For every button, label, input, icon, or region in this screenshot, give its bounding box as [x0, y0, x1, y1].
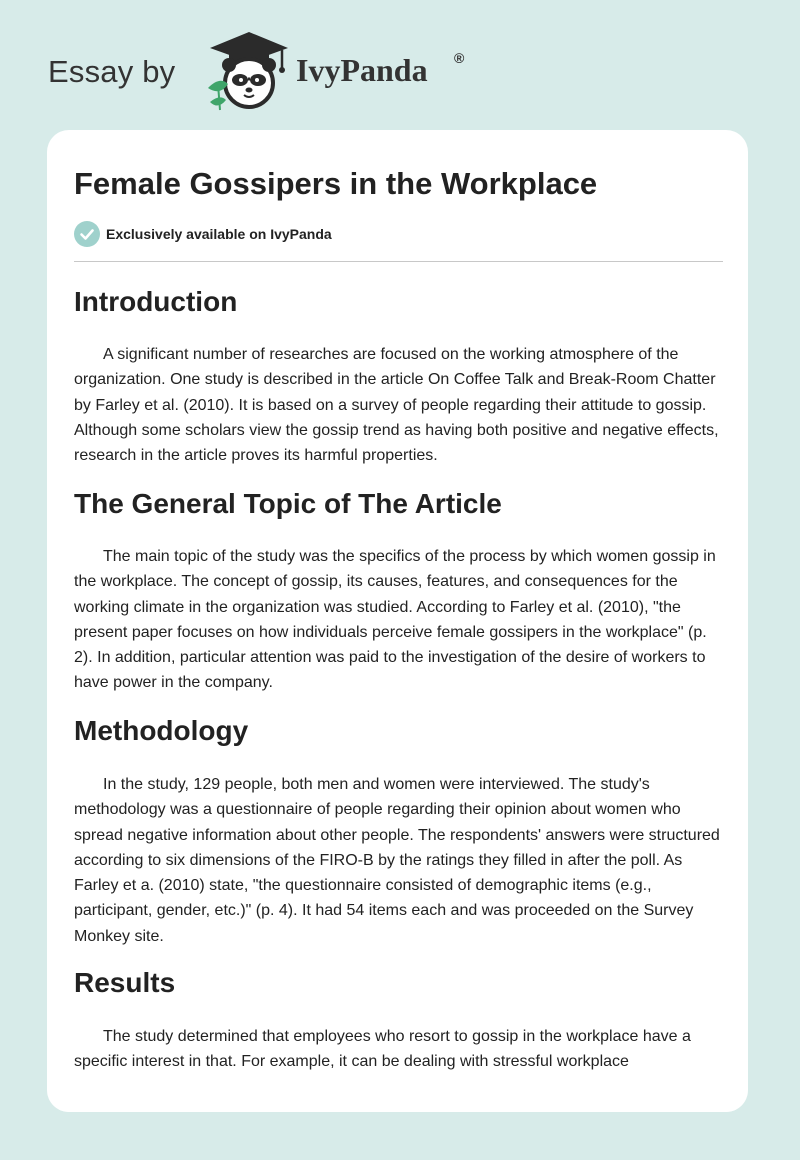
exclusive-badge: [74, 221, 332, 247]
essay-title: Female Gossipers in the Workplace: [74, 166, 598, 201]
brand-header: [48, 28, 568, 112]
title-divider: [74, 261, 723, 262]
section-text-introduction: A significant number of researches are focused on the working atmosphere of the organization. One study is described in the article On Coffee Talk and Break-Room Chatter by Farley et al. (2010). It is based on a survey of people regarding their attitude to gossip. Although some scholars view the gossip trend as having both positive and negative effects, research in the article proves its harmful properties.: [74, 346, 719, 465]
exclusive-label: Exclusively available on IvyPanda: [106, 226, 332, 242]
section-heading-results: Results: [74, 967, 176, 998]
registered-mark: ®: [454, 50, 465, 66]
section-text-general-topic: The main topic of the study was the specifics of the process by which women gossip in the workplace. The concept of gossip, its causes, features, and consequences for the working climate in the organization was studied. According to Farley et al. (2010), "the present paper focuses on how individuals perceive female gossipers in the workplace" (p. 2). In addition, particular attention was paid to the investigation of the desire of workers to have power in the company.: [74, 548, 716, 692]
essay-card: [47, 130, 748, 1112]
section-heading-general-topic: The General Topic of The Article: [74, 488, 502, 519]
section-heading-methodology: Methodology: [74, 715, 249, 746]
section-text-methodology: In the study, 129 people, both men and women were interviewed. The study's methodology was a questionnaire of people regarding their opinion about women who spread negative information about other people. The respondents' answers were structured according to six dimensions of the FIRO-B by the ratings they filled in after the poll. As Farley et a. (2010) state, "the questionnaire consisted of demographic items (e.g., participant, gender, etc.)" (p. 4). It had 54 items each and was proceeded on the Survey Monkey site.: [74, 776, 720, 945]
brand-name[interactable]: IvyPanda: [296, 52, 428, 88]
content-fade: [47, 1072, 748, 1112]
section-heading-introduction: Introduction: [74, 286, 238, 317]
panda-logo-icon[interactable]: [202, 28, 296, 112]
section-text-results: The study determined that employees who resort to gossip in the workplace have a specific interest in that. For example, it can be dealing with stressful workplace: [74, 1028, 691, 1071]
check-icon: [74, 221, 100, 247]
brand-prefix: Essay by: [48, 54, 176, 89]
